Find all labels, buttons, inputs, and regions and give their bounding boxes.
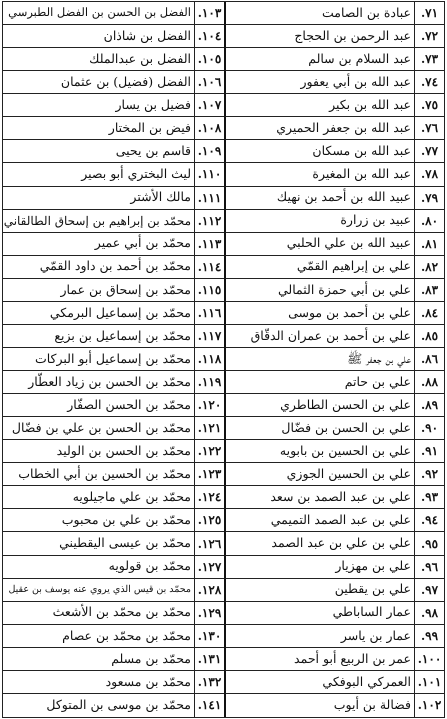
entry-number-right: ٨٥. [414,325,444,348]
entry-number-left: ١١٣. [194,233,224,256]
entry-name-right: علي بن عبد الصمد التميمي [224,509,414,532]
entry-name-left: مالك الأشتر [3,187,194,210]
entry-name-left: محمّد بن قيس الذي يروي عنه يوسف بن عقيل [3,579,194,602]
entry-name-left: محمّد بن الحسن بن زياد العطّار [3,371,194,394]
entry-name-left: محمّد بن عيسى اليقطيني [3,532,194,555]
entry-name-left: الفضل (فضيل) بن عثمان [3,71,194,94]
entry-name-left: محمّد بن أبي عمير [3,233,194,256]
entry-name-right: عبادة بن الصامت [224,2,414,25]
entry-name-right: علي بن حاتم [224,371,414,394]
entry-number-left: ١١٢. [194,210,224,233]
entry-number-right: ٨٠. [414,210,444,233]
entry-number-right: ٩١. [414,440,444,463]
entry-name-right: علي بن أبي حمزة الثمالي [224,279,414,302]
entry-number-left: ١٠٦. [194,71,224,94]
entry-number-left: ١١٦. [194,302,224,325]
entry-number-right: ٧٢. [414,25,444,48]
entry-number-left: ١٠٨. [194,117,224,140]
entry-name-right: عبد الله بن أبي يعفور [224,71,414,94]
entry-name-left: محمّد بن محمّد بن الأشعث [3,602,194,625]
entry-number-right: ٧٩. [414,187,444,210]
entry-number-right: ٨٣. [414,279,444,302]
entry-name-right: عبد الله بن بكير [224,94,414,117]
entry-name-left: محمّد بن إبراهيم بن إسحاق الطالقاني [3,210,194,233]
entry-number-right: ٩٢. [414,463,444,486]
entry-name-left: فيض بن المختار [3,117,194,140]
entry-number-left: ١٢٨. [194,579,224,602]
entry-name-left: الفضل بن شاذان [3,25,194,48]
entry-number-left: ١٣٠. [194,625,224,648]
entry-name-right: علي بن أحمد بن عمران الدقّاق [224,325,414,348]
entry-name-left: محمّد بن إسماعيل البرمكي [3,302,194,325]
entry-number-right: ٨٢. [414,256,444,279]
entry-number-right: ٩٠. [414,417,444,440]
entry-number-right: ٨٩. [414,394,444,417]
entry-name-right: عبيد بن زرارة [224,210,414,233]
entry-name-right: عبد الله بن المغيرة [224,163,414,186]
entry-number-right: ٨٨. [414,371,444,394]
names-table [2,1,445,718]
entry-name-right: علي بن علي بن عبد الصمد [224,532,414,555]
entry-number-right: ٩٨. [414,602,444,625]
entry-name-right: عمار الساباطي [224,602,414,625]
entry-number-left: ١٣١. [194,648,224,671]
entry-number-right: ٨٦. [414,348,444,371]
entry-name-left: محمّد بن علي ماجيلويه [3,486,194,509]
entry-name-left: محمّد بن إسماعيل أبو البركات [3,348,194,371]
entry-number-left: ١٤١. [194,694,224,717]
entry-number-left: ١١٧. [194,325,224,348]
entry-name-right: عبد السلام بن سالم [224,48,414,71]
entry-name-right: علي بن الحسين بن بابويه [224,440,414,463]
entry-name-right: عبد الرحمن بن الحجاج [224,25,414,48]
entry-number-left: ١٢٢. [194,440,224,463]
entry-number-left: ١١٨. [194,348,224,371]
entry-name-left: قاسم بن يحيى [3,140,194,163]
entry-number-left: ١١٩. [194,371,224,394]
entry-number-left: ١٠٩. [194,140,224,163]
entry-name-right: علي بن عبد الصمد بن سعد [224,486,414,509]
entry-number-right: ١٠٠. [414,648,444,671]
entry-number-right: ١٠١. [414,671,444,694]
entry-name-right: عبد الله بن مسكان [224,140,414,163]
entry-number-left: ١٢٠. [194,394,224,417]
entry-number-right: ٧٥. [414,94,444,117]
entry-number-left: ١٠٥. [194,48,224,71]
entry-number-right: ٩٤. [414,509,444,532]
entry-number-right: ٨١. [414,233,444,256]
entry-number-left: ١٣٢. [194,671,224,694]
entry-number-left: ١١٠. [194,163,224,186]
entry-name-left: محمّد بن محمّد بن عصام [3,625,194,648]
entry-name-left: محمّد بن موسى بن المتوكل [46,697,191,713]
entry-number-right: ٧٤. [414,71,444,94]
entry-number-right: ١٠٢. [414,694,444,717]
entry-name-left: محمّد بن الحسن بن الوليد [3,440,194,463]
entry-name-right: علي بن إبراهيم القمّي [224,256,414,279]
entry-name-right: علي بن مهزيار [224,556,414,579]
entry-name-right: علي بن جعفر ﷺ [224,348,414,371]
entry-name-left: محمّد بن إسماعيل بن بزيع [3,325,194,348]
entry-name-left: محمّد بن إسحاق بن عمار [3,279,194,302]
entry-number-right: ٩٥. [414,532,444,555]
entry-name-left: محمّد بن مسلم [3,648,194,671]
entry-number-left: ١٢٣. [194,463,224,486]
entry-name-right: عبد الله بن جعفر الحميري [224,117,414,140]
entry-number-right: ٩٣. [414,486,444,509]
entry-name-left: محمّد بن الحسن الصفّار [3,394,194,417]
entry-name-right: عبيد الله بن أحمد بن نهيك [224,187,414,210]
entry-name-right: علي بن الحسن الطاطري [224,394,414,417]
entry-number-left: ١٢٥. [194,509,224,532]
entry-number-left: ١٢٤. [194,486,224,509]
entry-name-right: علي بن الحسين الجوزي [224,463,414,486]
entry-number-right: ٧٨. [414,163,444,186]
entry-number-left: ١٠٣. [194,2,224,25]
entry-number-left: ١٠٤. [194,25,224,48]
entry-name-left: محمّد بن الحسين بن أبي الخطاب [3,463,194,486]
entry-number-left: ١١١. [194,187,224,210]
entry-name-left: محمّد بن الحسن بن علي بن فضّال [3,417,194,440]
entry-name-right: فضالة بن أيوب [224,694,414,717]
entry-number-right: ٧٧. [414,140,444,163]
entry-name-right: عبيد الله بن علي الحلبي [224,233,414,256]
entry-number-right: ٧٦. [414,117,444,140]
entry-number-right: ٧١. [414,2,444,25]
entry-name-left: الفضل بن الحسن بن الفضل الطبرسي [3,2,194,25]
entry-number-left: ١٢٦. [194,532,224,555]
entry-number-right: ٨٤. [414,302,444,325]
entry-name-left: محمّد بن مسعود [3,671,194,694]
entry-number-right: ٩٩. [414,625,444,648]
entry-number-left: ١٠٧. [194,94,224,117]
entry-name-left: ليث البختري أبو بصير [3,163,194,186]
entry-number-left: ١٢٩. [194,602,224,625]
entry-number-right: ٩٧. [414,579,444,602]
entry-name-right: علي بن يقطين [224,579,414,602]
entry-number-left: ١١٤. [194,256,224,279]
entry-number-right: ٩٦. [414,556,444,579]
entry-name-right: عمر بن الربيع أبو أحمد [224,648,414,671]
entry-number-left: ١٢١. [194,417,224,440]
entry-name-left: محمّد بن علي بن محبوب [3,509,194,532]
entry-name-left: الفضل بن عبدالملك [3,48,194,71]
entry-name-left: فضيل بن يسار [3,94,194,117]
entry-number-right: ٧٣. [414,48,444,71]
entry-name-right: عمار بن ياسر [224,625,414,648]
entry-name-right: العمركي البوفكي [224,671,414,694]
entry-name-left: محمّد بن قولويه [3,556,194,579]
entry-number-left: ١١٥. [194,279,224,302]
entry-name-right: علي بن الحسن بن فضّال [224,417,414,440]
entry-name-left: محمّد بن أحمد بن داود القمّي [3,256,194,279]
entry-name-right: علي بن أحمد بن موسى [224,302,414,325]
entry-number-left: ١٢٧. [194,556,224,579]
